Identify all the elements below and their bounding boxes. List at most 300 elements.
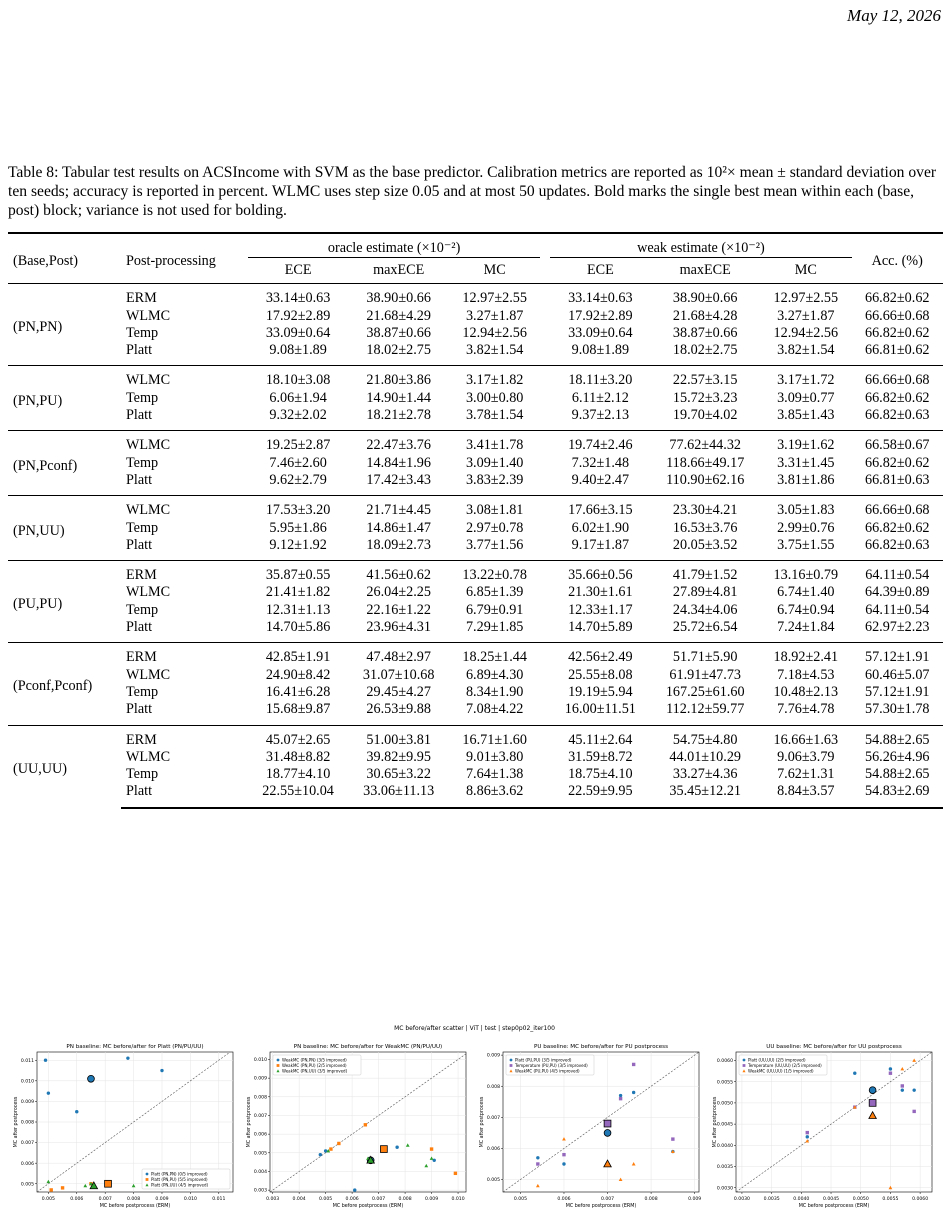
- y-tick-label: 0.0030: [716, 1186, 733, 1192]
- method-cell: ERM: [121, 561, 248, 585]
- data-point: [619, 1094, 622, 1097]
- value-cell: 2.97±0.78: [465, 519, 524, 536]
- x-tick-label: 0.004: [292, 1197, 306, 1202]
- method-cell: WLMC: [121, 431, 248, 455]
- panel-title: PN baseline: MC before/after for WeakMC (PN/PU/UU): [293, 1044, 443, 1050]
- value-cell: 33.27±4.36: [672, 766, 738, 783]
- spacer-cell: [540, 561, 550, 585]
- legend-entry: Platt (PU,PU) (3/5 improved): [515, 1057, 572, 1063]
- x-axis-label: MC before postprocess (ERM): [798, 1204, 870, 1209]
- value-cell: 66.81±0.63: [864, 471, 930, 488]
- value-cell: 3.85±1.43: [777, 407, 835, 424]
- x-tick-label: 0.006: [557, 1197, 571, 1202]
- legend-marker: [743, 1064, 746, 1067]
- spacer-cell: [540, 701, 550, 725]
- value-cell: 38.87±0.66: [366, 324, 431, 341]
- legend-marker: [146, 1178, 149, 1181]
- value-cell: 45.07±2.65: [248, 725, 349, 749]
- value-cell: 26.04±2.25: [366, 584, 431, 601]
- value-cell: 12.31±1.13: [265, 601, 331, 618]
- value-cell: 18.92±2.41: [760, 643, 851, 667]
- data-point: [44, 1059, 47, 1062]
- figure-title: MC before/after scatter | ViT | test | step0p02_iter100: [394, 1025, 555, 1032]
- value-cell: 23.30±4.21: [650, 496, 760, 520]
- results-table: [8, 232, 943, 809]
- spacer-cell: [540, 520, 550, 537]
- data-point: [337, 1142, 340, 1145]
- value-cell: 3.41±1.78: [449, 431, 540, 455]
- value-cell: 6.06±1.94: [269, 389, 327, 406]
- y-tick-label: 0.005: [486, 1178, 500, 1184]
- value-cell: 66.66±0.68: [864, 307, 930, 324]
- value-cell: 3.09±0.77: [777, 389, 835, 406]
- value-cell: 18.11±3.20: [550, 366, 650, 390]
- legend-entry: Platt (UU,UU) (2/5 improved): [748, 1057, 806, 1063]
- value-cell: 167.25±61.60: [665, 683, 745, 700]
- table-row: [8, 455, 943, 472]
- value-cell: 3.09±1.40: [465, 454, 524, 471]
- value-cell: 9.37±2.13: [571, 407, 630, 424]
- value-cell: 9.17±1.87: [571, 536, 630, 553]
- value-cell: 66.82±0.62: [864, 389, 930, 406]
- value-cell: 18.02±2.75: [366, 342, 431, 359]
- sub-header-maxece: maxECE: [373, 262, 425, 279]
- spacer-cell: [540, 667, 550, 684]
- data-point: [536, 1162, 539, 1165]
- spacer-cell: [540, 619, 550, 643]
- value-cell: 16.00±11.51: [564, 701, 636, 718]
- value-cell: 38.90±0.66: [348, 284, 449, 308]
- method-cell: ERM: [121, 643, 248, 667]
- y-axis-label: MC after postprocess: [247, 1096, 252, 1148]
- value-cell: 7.64±1.38: [465, 766, 524, 783]
- value-cell: 3.05±1.83: [760, 496, 851, 520]
- data-point: [329, 1147, 332, 1150]
- value-cell: 38.87±0.66: [672, 324, 738, 341]
- value-cell: 33.09±0.64: [265, 324, 331, 341]
- value-cell: 27.89±4.81: [672, 584, 738, 601]
- x-tick-label: 0.003: [266, 1197, 280, 1202]
- x-tick-label: 0.008: [644, 1197, 658, 1202]
- value-cell: 21.68±4.28: [672, 307, 738, 324]
- value-cell: 66.66±0.68: [852, 366, 944, 390]
- x-tick-label: 0.009: [688, 1197, 702, 1202]
- legend-entry: Platt (PN,UU) (4/5 improved): [151, 1182, 209, 1188]
- value-cell: 64.11±0.54: [865, 601, 930, 618]
- spacer-cell: [540, 284, 550, 308]
- table-row: [8, 537, 943, 561]
- legend-entry: Temperature (PU,PU) (3/5 improved): [515, 1063, 588, 1068]
- value-cell: 3.82±1.54: [465, 342, 524, 359]
- value-cell: 21.80±3.86: [348, 366, 449, 390]
- value-cell: 6.02±1.90: [571, 519, 630, 536]
- value-cell: 35.66±0.56: [550, 561, 650, 585]
- y-tick-label: 0.010: [20, 1079, 34, 1085]
- value-cell: 112.12±59.77: [666, 701, 745, 718]
- value-cell: 31.59±8.72: [568, 748, 633, 765]
- x-tick-label: 0.007: [372, 1197, 386, 1202]
- value-cell: 3.08±1.81: [449, 496, 540, 520]
- value-cell: 57.12±1.91: [864, 683, 930, 700]
- method-cell: Platt: [126, 342, 153, 359]
- method-cell: Platt: [126, 536, 153, 553]
- y-tick-label: 0.005: [20, 1182, 34, 1188]
- value-cell: 60.46±5.07: [864, 666, 930, 683]
- legend-entry: WeakMC (PN,PN) (3/5 improved): [282, 1057, 347, 1063]
- value-cell: 35.87±0.55: [248, 561, 349, 585]
- value-cell: 29.45±4.27: [366, 683, 431, 700]
- table-row: [8, 749, 943, 766]
- x-tick-label: 0.0055: [882, 1197, 899, 1202]
- value-cell: 26.53±9.88: [366, 701, 431, 718]
- value-cell: 30.65±3.22: [366, 766, 431, 783]
- value-cell: 54.88±2.65: [864, 766, 930, 783]
- x-tick-label: 0.005: [41, 1197, 55, 1202]
- group-label: (PN,PU): [8, 366, 121, 431]
- table-row: [8, 496, 943, 520]
- value-cell: 3.17±1.82: [449, 366, 540, 390]
- value-cell: 56.26±4.96: [864, 748, 930, 765]
- value-cell: 9.12±1.92: [269, 536, 327, 553]
- data-point: [47, 1091, 50, 1094]
- legend-entry: Platt (PN,PN) (0/5 improved): [151, 1171, 208, 1177]
- table-row: [8, 431, 943, 455]
- data-point: [395, 1146, 398, 1149]
- x-tick-label: 0.010: [183, 1197, 197, 1202]
- data-point: [536, 1156, 539, 1159]
- value-cell: 19.19±5.94: [568, 683, 633, 700]
- value-cell: 33.14±0.63: [550, 284, 650, 308]
- value-cell: 33.09±0.64: [568, 324, 633, 341]
- y-tick-label: 0.006: [486, 1147, 500, 1153]
- table-row: [8, 342, 943, 366]
- value-cell: 54.83±2.69: [852, 783, 944, 807]
- data-point: [319, 1153, 322, 1156]
- table-row: [8, 472, 943, 496]
- x-tick-label: 0.0030: [733, 1197, 750, 1202]
- value-cell: 3.81±1.86: [777, 471, 835, 488]
- legend-entry: Temperature (UU,UU) (2/5 improved): [748, 1063, 822, 1068]
- method-cell: Platt: [121, 783, 248, 807]
- value-cell: 12.97±2.55: [760, 284, 851, 308]
- value-cell: 7.08±4.22: [465, 701, 524, 718]
- value-cell: 18.77±4.10: [265, 766, 331, 783]
- y-tick-label: 0.007: [20, 1141, 34, 1147]
- data-point: [632, 1063, 635, 1066]
- mean-point: [604, 1129, 611, 1136]
- data-point: [126, 1056, 129, 1059]
- y-tick-label: 0.0050: [716, 1101, 733, 1107]
- data-point: [353, 1188, 356, 1191]
- value-cell: 66.82±0.62: [864, 324, 930, 341]
- value-cell: 7.76±4.78: [777, 701, 835, 718]
- value-cell: 19.74±2.46: [550, 431, 650, 455]
- y-tick-label: 0.0060: [716, 1059, 733, 1065]
- group-label: (PU,PU): [8, 561, 121, 643]
- x-tick-label: 0.008: [127, 1197, 141, 1202]
- table-row: [8, 725, 943, 749]
- mean-point: [380, 1146, 387, 1153]
- value-cell: 21.68±4.29: [366, 307, 431, 324]
- table-row: [8, 643, 943, 667]
- value-cell: 35.45±12.21: [650, 783, 760, 807]
- y-tick-label: 0.008: [486, 1084, 500, 1090]
- data-point: [562, 1162, 565, 1165]
- value-cell: 3.27±1.87: [777, 307, 835, 324]
- data-point: [806, 1135, 809, 1138]
- value-cell: 54.88±2.65: [852, 725, 944, 749]
- method-cell: Temp: [126, 601, 159, 618]
- value-cell: 33.14±0.63: [248, 284, 349, 308]
- x-tick-label: 0.006: [70, 1197, 84, 1202]
- group-label: (PN,Pconf): [8, 431, 121, 496]
- spacer-cell: [540, 602, 550, 619]
- value-cell: 14.70±5.86: [265, 619, 331, 636]
- value-cell: 61.91±47.73: [669, 666, 742, 683]
- x-tick-label: 0.005: [319, 1197, 333, 1202]
- mean-point: [88, 1075, 95, 1082]
- value-cell: 21.71±4.45: [348, 496, 449, 520]
- value-cell: 66.82±0.63: [864, 536, 930, 553]
- value-cell: 17.42±3.43: [366, 471, 431, 488]
- value-cell: 22.47±3.76: [348, 431, 449, 455]
- value-cell: 9.06±3.79: [777, 748, 835, 765]
- scatter-panel-pn-platt: [10, 1040, 243, 1215]
- value-cell: 19.70±4.02: [672, 407, 738, 424]
- value-cell: 66.66±0.68: [852, 496, 944, 520]
- table-row: [8, 766, 943, 783]
- value-cell: 7.29±1.85: [465, 619, 524, 636]
- value-cell: 18.09±2.73: [366, 536, 431, 553]
- legend-marker: [743, 1059, 746, 1062]
- method-cell: Temp: [126, 454, 159, 471]
- value-cell: 42.56±2.49: [550, 643, 650, 667]
- value-cell: 66.82±0.62: [864, 519, 930, 536]
- spacer-cell: [540, 407, 550, 431]
- scatter-panel-uu: [709, 1040, 942, 1215]
- sub-header-mc: MC: [483, 262, 506, 279]
- value-cell: 9.08±1.89: [571, 342, 630, 359]
- method-cell: Temp: [126, 389, 159, 406]
- group-label: (Pconf,Pconf): [8, 643, 121, 725]
- y-tick-label: 0.003: [253, 1188, 267, 1194]
- table-row: [8, 561, 943, 585]
- value-cell: 41.56±0.62: [348, 561, 449, 585]
- value-cell: 16.66±1.63: [760, 725, 851, 749]
- x-tick-label: 0.011: [212, 1197, 226, 1202]
- value-cell: 77.62±44.32: [650, 431, 760, 455]
- value-cell: 15.68±9.87: [265, 701, 331, 718]
- data-point: [50, 1188, 53, 1191]
- value-cell: 6.74±0.94: [777, 601, 835, 618]
- value-cell: 25.72±6.54: [672, 619, 738, 636]
- legend-entry: Platt (PN,PU) (5/5 improved): [151, 1177, 208, 1182]
- method-cell: ERM: [121, 284, 248, 308]
- y-tick-label: 0.0040: [716, 1143, 733, 1149]
- method-cell: Temp: [126, 766, 159, 783]
- x-axis-label: MC before postprocess (ERM): [565, 1204, 637, 1209]
- col-header-weak: weak estimate (×10⁻²): [550, 233, 851, 258]
- x-tick-label: 0.0040: [793, 1197, 810, 1202]
- group-label: (PN,UU): [8, 496, 121, 561]
- spacer-cell: [540, 725, 550, 749]
- value-cell: 18.10±3.08: [248, 366, 349, 390]
- table-row: [8, 284, 943, 308]
- x-axis-label: MC before postprocess (ERM): [332, 1204, 404, 1209]
- legend-entry: WeakMC (PN,PU) (2/5 improved): [282, 1063, 347, 1068]
- value-cell: 6.74±1.40: [777, 584, 835, 601]
- x-tick-label: 0.008: [398, 1197, 412, 1202]
- value-cell: 2.99±0.76: [777, 519, 835, 536]
- y-tick-label: 0.007: [253, 1114, 267, 1120]
- value-cell: 25.55±8.08: [568, 666, 633, 683]
- value-cell: 51.71±5.90: [650, 643, 760, 667]
- value-cell: 7.46±2.60: [269, 454, 327, 471]
- legend-entry: WeakMC (PU,PU) (4/5 improved): [515, 1068, 580, 1074]
- legend-marker: [510, 1064, 513, 1067]
- table-row: [8, 783, 943, 807]
- value-cell: 17.92±2.89: [568, 307, 633, 324]
- value-cell: 64.11±0.54: [852, 561, 944, 585]
- mean-point: [105, 1180, 112, 1187]
- sub-header-mc: MC: [794, 262, 817, 279]
- col-header-base-post: (Base,Post): [8, 233, 121, 284]
- value-cell: 8.86±3.62: [449, 783, 540, 807]
- table-row: [8, 584, 943, 601]
- legend-marker: [277, 1064, 280, 1067]
- panel-title: PU baseline: MC before/after for PU postprocess: [533, 1044, 669, 1050]
- method-cell: Platt: [126, 619, 153, 636]
- data-point: [853, 1072, 856, 1075]
- data-point: [433, 1159, 436, 1162]
- value-cell: 21.41±1.82: [265, 584, 331, 601]
- y-axis-label: MC after postprocess: [14, 1096, 19, 1148]
- value-cell: 21.30±1.61: [568, 584, 633, 601]
- value-cell: 9.08±1.89: [269, 342, 327, 359]
- method-cell: ERM: [121, 725, 248, 749]
- data-point: [160, 1069, 163, 1072]
- sub-header-ece: ECE: [586, 262, 614, 279]
- y-tick-label: 0.011: [20, 1058, 34, 1064]
- value-cell: 66.81±0.62: [864, 342, 930, 359]
- x-tick-label: 0.005: [513, 1197, 528, 1202]
- value-cell: 6.89±4.30: [465, 666, 524, 683]
- value-cell: 45.11±2.64: [550, 725, 650, 749]
- spacer-cell: [540, 684, 550, 701]
- value-cell: 6.79±0.91: [465, 601, 524, 618]
- value-cell: 12.33±1.17: [568, 601, 633, 618]
- y-tick-label: 0.0035: [716, 1165, 733, 1171]
- method-cell: WLMC: [126, 584, 171, 601]
- value-cell: 118.66±49.17: [666, 454, 745, 471]
- spacer-cell: [540, 783, 550, 807]
- value-cell: 3.82±1.54: [777, 342, 835, 359]
- x-tick-label: 0.006: [345, 1197, 359, 1202]
- legend-marker: [146, 1173, 149, 1176]
- table-row: [8, 619, 943, 643]
- value-cell: 31.07±10.68: [362, 666, 435, 683]
- value-cell: 51.00±3.81: [348, 725, 449, 749]
- value-cell: 66.82±0.63: [864, 407, 930, 424]
- value-cell: 17.66±3.15: [550, 496, 650, 520]
- method-cell: WLMC: [126, 748, 171, 765]
- value-cell: 9.32±2.02: [269, 407, 327, 424]
- value-cell: 33.06±11.13: [348, 783, 449, 807]
- table-row: [8, 667, 943, 684]
- value-cell: 9.40±2.47: [571, 471, 630, 488]
- table-row: [8, 684, 943, 701]
- value-cell: 22.16±1.22: [366, 601, 431, 618]
- method-cell: Temp: [126, 324, 159, 341]
- value-cell: 16.53±3.76: [672, 519, 738, 536]
- spacer-cell: [540, 766, 550, 783]
- value-cell: 6.85±1.39: [465, 584, 524, 601]
- mean-point: [604, 1120, 611, 1127]
- method-cell: WLMC: [121, 496, 248, 520]
- value-cell: 20.05±3.52: [672, 536, 738, 553]
- value-cell: 12.94±2.56: [773, 324, 839, 341]
- method-cell: Temp: [126, 683, 159, 700]
- spacer-cell: [540, 537, 550, 561]
- spacer-cell: [540, 472, 550, 496]
- value-cell: 19.25±2.87: [248, 431, 349, 455]
- value-cell: 17.92±2.89: [265, 307, 331, 324]
- value-cell: 18.75±4.10: [568, 766, 633, 783]
- x-tick-label: 0.007: [98, 1197, 112, 1202]
- value-cell: 23.96±4.31: [366, 619, 431, 636]
- value-cell: 22.57±3.15: [650, 366, 760, 390]
- x-tick-label: 0.0060: [912, 1197, 929, 1202]
- group-label: (UU,UU): [8, 725, 121, 808]
- y-tick-label: 0.006: [20, 1161, 34, 1167]
- value-cell: 7.18±4.53: [777, 666, 835, 683]
- table-row: [8, 366, 943, 390]
- data-point: [901, 1088, 904, 1091]
- value-cell: 57.12±1.91: [852, 643, 944, 667]
- spacer-cell: [540, 342, 550, 366]
- x-tick-label: 0.0035: [763, 1197, 780, 1202]
- value-cell: 5.95±1.86: [269, 519, 327, 536]
- value-cell: 14.70±5.89: [568, 619, 633, 636]
- value-cell: 31.48±8.82: [265, 748, 331, 765]
- method-cell: WLMC: [126, 666, 171, 683]
- results-table-body: [8, 284, 943, 808]
- method-cell: Temp: [126, 519, 159, 536]
- y-tick-label: 0.009: [486, 1053, 500, 1059]
- value-cell: 42.85±1.91: [248, 643, 349, 667]
- value-cell: 18.02±2.75: [672, 342, 738, 359]
- page-date: May 12, 2026: [847, 6, 941, 25]
- legend-marker: [510, 1059, 513, 1062]
- value-cell: 13.16±0.79: [760, 561, 851, 585]
- value-cell: 24.34±4.06: [672, 601, 738, 618]
- spacer-cell: [540, 584, 550, 601]
- value-cell: 22.55±10.04: [248, 783, 349, 807]
- value-cell: 7.32±1.48: [571, 454, 630, 471]
- data-point: [901, 1084, 904, 1087]
- data-point: [562, 1153, 565, 1156]
- table-row: [8, 390, 943, 407]
- value-cell: 15.72±3.23: [672, 389, 738, 406]
- y-axis-label: MC after postprocess: [480, 1096, 485, 1148]
- y-tick-label: 0.009: [253, 1076, 267, 1082]
- value-cell: 13.22±0.78: [449, 561, 540, 585]
- mean-point: [869, 1100, 876, 1107]
- value-cell: 47.48±2.97: [348, 643, 449, 667]
- value-cell: 18.21±2.78: [366, 407, 431, 424]
- value-cell: 18.25±1.44: [449, 643, 540, 667]
- data-point: [430, 1147, 433, 1150]
